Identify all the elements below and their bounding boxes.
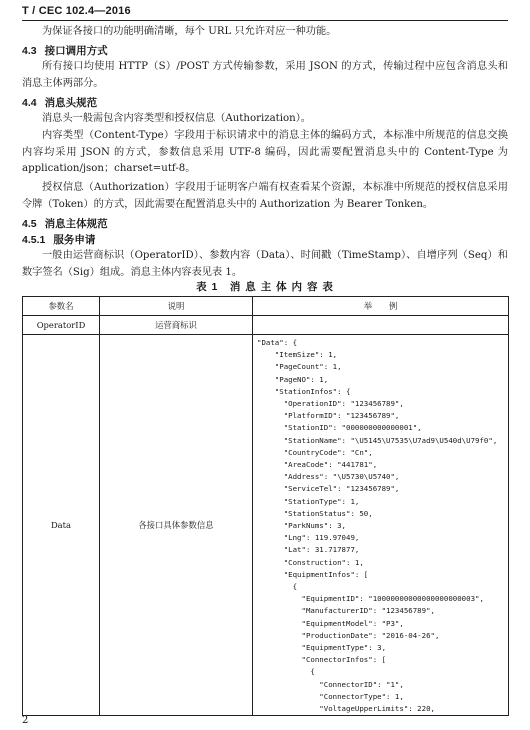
paragraph-url-rule: 为保证各接口的功能明确清晰，每个 URL 只允许对应一种功能。 (42, 26, 337, 37)
section-title: 消息主体规范 (44, 218, 108, 230)
section-title: 服务申请 (53, 234, 96, 246)
param-name-cell: Data (23, 335, 100, 716)
table-caption: 表 1 消 息 主 体 内 容 表 (196, 281, 334, 293)
section-number: 4.5.1 (22, 234, 46, 246)
paragraph-content-type: 内容类型（Content-Type）字段用于标识请求中的消息主体的编码方式，本标准中所规范的信息交换内容均采用 JSON 的方式，参数信息采用 UTF-8 编码，因此需要配置消息头中的 Content-Type 为 application/json；charset=utf-8。 (22, 130, 508, 174)
param-desc-cell: 各接口具体参数信息 (100, 335, 253, 716)
table-row (23, 316, 509, 335)
param-example-cell (253, 316, 509, 335)
section-4-3-heading (22, 43, 108, 58)
section-number: 4.5 (22, 218, 37, 230)
message-body-table (22, 296, 509, 716)
paragraph-service-request: 一般由运营商标识（OperatorID）、参数内容（Data）、时间戳（TimeStamp）、自增序列（Seq）和数字签名（Sig）组成。消息主体内容表见表 1。 (22, 250, 508, 278)
section-title: 接口调用方式 (44, 45, 108, 57)
column-header: 说明 (100, 297, 253, 316)
paragraph-call-method: 所有接口均使用 HTTP（S）/POST 方式传输参数，采用 JSON 的方式，传输过程中应包含消息头和消息主体两部分。 (22, 61, 508, 89)
param-name-cell: OperatorID (23, 316, 100, 335)
paragraph-header-intro: 消息头一般需包含内容类型和授权信息（Authorization）。 (42, 113, 311, 124)
document-id: T / CEC 102.4—2016 (22, 5, 131, 17)
param-desc-cell: 运营商标识 (100, 316, 253, 335)
param-example-cell (253, 335, 509, 716)
section-4-5-1-heading (22, 232, 95, 247)
column-header: 参数名 (23, 297, 100, 316)
section-title: 消息头规范 (44, 97, 98, 109)
section-4-5-heading (22, 216, 108, 231)
section-4-4-heading (22, 95, 97, 110)
section-number: 4.4 (22, 97, 37, 109)
json-example-code: "Data": { "ItemSize": 1, "PageCount": 1, "PageNO": 1, "StationInfos": { "OperationID": "123456789", "PlatformID": "123456789", "StationID": "000000000000001", "StationName": "\U5145\U7535\U7ad9\U540d\U79f0", "CountryCode": "Cn", "AreaCode": "441781", "Address": "\U5730\U5740", "ServiceTel": "123456789", "StationType": 1, "StationStatus": 50, "ParkNums": 3, "Lng": 119.97049, "Lat": 31.717877, "Construction": 1, "EquipmentInfos": [ { "EquipmentID": "10000000000000000000003", "ManufacturerID": "123456789", "EquipmentModel": "P3", "ProductionDate": "2016-04-26", "EquipmentType": 3, "ConnectorInfos": [ { "ConnectorID": "1", "ConnectorType": 1, "VoltageUpperLimits": 220, (257, 338, 498, 714)
page-number: 2 (22, 715, 29, 726)
column-header: 举 例 (253, 297, 509, 316)
section-number: 4.3 (22, 45, 37, 57)
table-row (23, 335, 509, 716)
table-header-row (23, 297, 509, 316)
paragraph-authorization: 授权信息（Authorization）字段用于证明客户端有权查看某个资源，本标准中所规范的授权信息采用令牌（Token）的方式，因此需要在配置消息头中的 Authorization 为 Bearer Tonken。 (22, 182, 508, 210)
header-rule (22, 20, 508, 21)
